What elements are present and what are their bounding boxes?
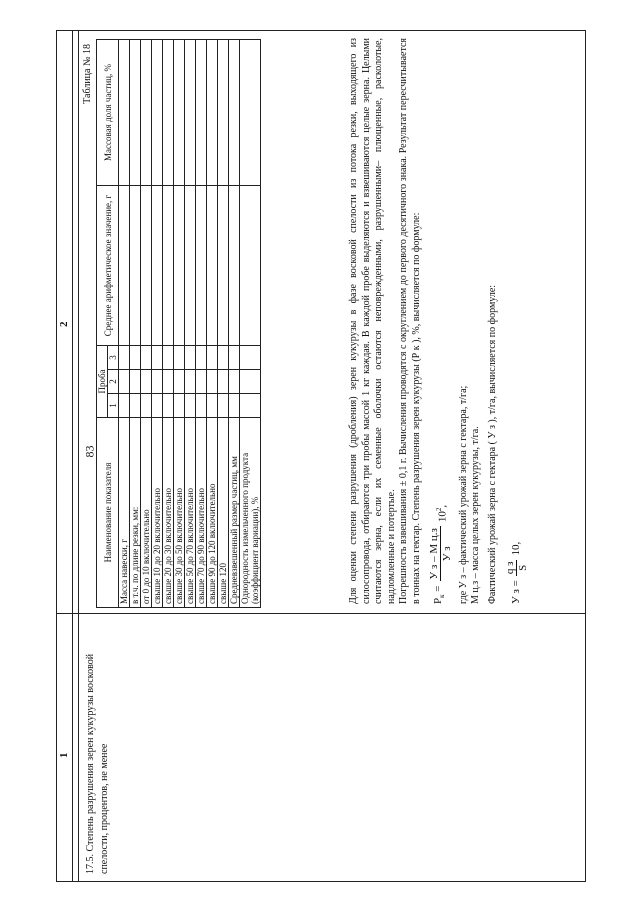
multiplier-base: 10 [436, 511, 449, 523]
table-row [174, 40, 185, 608]
requirement-title: 17.5. Степень разрушения зерен кукурузы восковой спелости, процентов, не менее [85, 653, 110, 874]
column-divider [56, 613, 586, 614]
table-row [240, 40, 261, 608]
formula-subscript: к [438, 594, 447, 598]
fraction-denominator: S [517, 564, 530, 571]
fraction-numerator: q з [503, 561, 516, 575]
table-18 [80, 40, 344, 608]
paragraph: Для оценки степени разрушения (дробления) зерен кукурузы в фазе восковой спелости из потока резки, выходящего из силосопровода, отбираются три пробы массой 1 кг каждая. В каждой пробе выделяются и взвешиваются целые зерна. Целыми считаются зерна, если их семенные оболочки остаются неповрежденными, разрушенными– плющенные, расколотые, надломленные и потертые. [348, 38, 397, 604]
row-label: Масса навески, г [119, 418, 130, 608]
row-label: Средневзвешенный размер частиц, мм [229, 418, 240, 608]
table-row [119, 40, 130, 608]
measurement-table [96, 39, 261, 608]
table-label: Таблица № 18 [82, 44, 93, 104]
formula-lhs: У з = [510, 580, 523, 604]
formula-1 [428, 38, 454, 604]
fraction [504, 560, 530, 577]
table-row [152, 40, 163, 608]
formula-lhs: $Р_к$ = [432, 585, 447, 604]
table-row [218, 40, 229, 608]
table-row [141, 40, 152, 608]
header-fraction: Массовая доля частиц, % [97, 40, 119, 186]
row-label: свыше 30 до 50 включительно [174, 418, 185, 608]
probe-number: 2 [108, 370, 119, 394]
paragraph: где У з – фактический урожай зерна с гектара, т/га; [457, 385, 469, 604]
row-label: свыше 50 до 70 включительно [185, 418, 196, 608]
multiplier-power: 2 [434, 507, 443, 512]
row-label: свыше 70 до 90 включительно [196, 418, 207, 608]
row-label: свыше 120 [218, 418, 229, 608]
table-row [130, 40, 141, 608]
row-label: свыше 20 до 30 включительно [163, 418, 174, 608]
table-row [207, 40, 218, 608]
column-number-2: 2 [58, 321, 70, 327]
row-label: Однородность измельченного продукта (коэффициент вариации), % [240, 418, 261, 608]
fraction-numerator: У з – М ц.з [427, 528, 440, 580]
formula-2 [504, 38, 530, 604]
paragraph: М ц.з – масса целых зерен кукурузы, т/га. [470, 426, 482, 604]
row-label: свыше 10 до 20 включительно [152, 418, 163, 608]
table-row [229, 40, 240, 608]
column-number-1: 1 [58, 752, 70, 758]
table-row [196, 40, 207, 608]
header-divider [72, 30, 73, 882]
paragraph: Фактический урожай зерна с гектара ( У з ), т/га, вычисляется по формуле: [486, 284, 498, 604]
table-row [185, 40, 196, 608]
header-divider-2 [78, 30, 79, 882]
paragraph: Погрешность взвешивания ± 0,1 г. Вычисления проводятся с округлением до первого десятичного знака. Результат пересчитывается в тоннах на гектар. Степень разрушения зерен кукурузы (Р к ), %, вычисляется по формуле: [398, 38, 422, 604]
header-mean: Среднее арифметическое значение, г [97, 186, 119, 346]
page-number: 83 [82, 445, 97, 458]
row-label: от 0 до 10 включительно [141, 418, 152, 608]
probe-number: 1 [108, 394, 119, 418]
probe-number: 3 [108, 346, 119, 370]
formula-tail: 10, [510, 541, 523, 556]
formula-multiplier: $10^2$, [434, 504, 449, 523]
header-probe: Проба [97, 346, 108, 418]
table-row [163, 40, 174, 608]
fraction [428, 526, 454, 581]
method-description [348, 38, 534, 604]
rotated-page-content [56, 30, 586, 882]
row-label: свыше 90 до 120 включительно [207, 418, 218, 608]
header-name: Наименование показателя [97, 418, 119, 608]
formula-symbol: Р [432, 597, 445, 604]
row-label: в т.ч. по длине резки, мм: [130, 418, 141, 608]
fraction-denominator: У з [441, 546, 454, 562]
